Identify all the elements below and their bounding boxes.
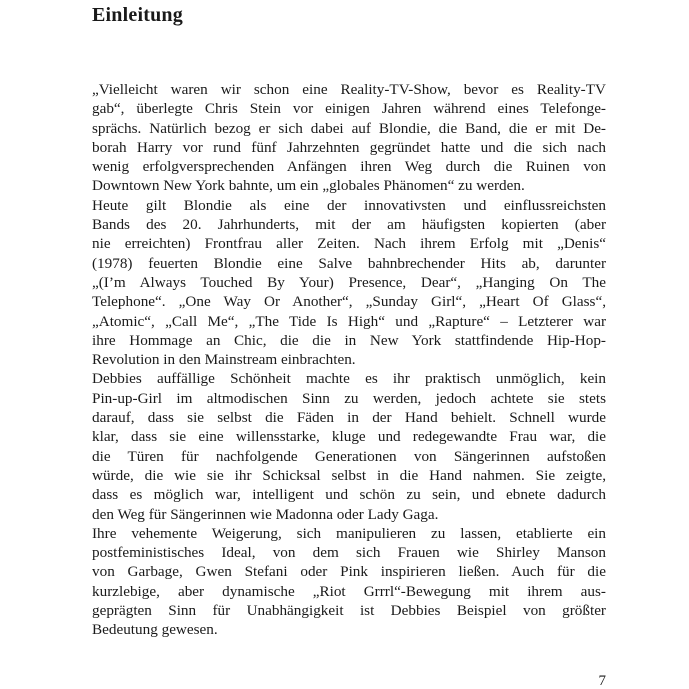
text-line: Pin-up-Girl im altmodischen Sinn zu werden, jedoch achtete sie stets <box>92 389 606 407</box>
text-line: klar, dass sie eine willensstarke, kluge und redegewandte Frau war, die <box>92 428 606 446</box>
text-line: darauf, dass sie selbst die Fäden in der Hand behielt. Schnell wurde <box>92 409 606 427</box>
text-line: „Vielleicht waren wir schon eine Reality-TV-Show, bevor es Reality-TV <box>92 81 606 98</box>
text-line: Bedeutung gewesen. <box>92 621 218 639</box>
text-line: Telephone“. „One Way Or Another“, „Sunday Girl“, „Heart Of Glass“, <box>92 293 606 311</box>
text-line: dass es möglich war, intelligent und schön zu sein, und ebnete dadurch <box>92 486 606 504</box>
body-text <box>92 80 606 640</box>
text-line: Ihre vehemente Weigerung, sich manipulieren zu lassen, etablierte ein <box>92 524 606 542</box>
text-line: gab“, überlegte Chris Stein vor einigen Jahren während eines Telefonge- <box>92 100 606 118</box>
text-line: die Türen für nachfolgende Generationen von Sängerinnen aufstoßen <box>92 447 606 465</box>
text-line: geprägten Sinn für Unabhängigkeit ist Debbies Beispiel von größter <box>92 602 606 620</box>
text-line: (1978) feuerten Blondie eine Salve bahnbrechender Hits ab, darunter <box>92 254 606 272</box>
text-line: Heute gilt Blondie als eine der innovativsten und einflussreichsten <box>92 196 606 214</box>
text-line: Revolution in den Mainstream einbrachten. <box>92 351 356 369</box>
text-line: Downtown New York bahnte, um ein „globales Phänomen“ zu werden. <box>92 177 525 195</box>
text-line: „Atomic“, „Call Me“, „The Tide Is High“ und „Rapture“ – Letzterer war <box>92 312 606 330</box>
text-line: postfeministisches Ideal, von dem sich Frauen wie Shirley Manson <box>92 544 606 562</box>
text-line: „(I’m Always Touched By Your) Presence, Dear“, „Hanging On The <box>92 273 606 291</box>
text-line: ihre Hommage an Chic, die die in New York stattfindende Hip-Hop- <box>92 331 606 349</box>
text-line: nie erreichten) Frontfrau aller Zeiten. Nach ihrem Erfolg mit „Denis“ <box>92 235 606 253</box>
text-line: borah Harry vor rund fünf Jahrzehnten gegründet hatte und die sich nach <box>92 138 606 156</box>
text-line: kurzlebige, aber dynamische „Riot Grrrl“-Bewegung mit ihrem aus- <box>92 582 606 600</box>
text-line: den Weg für Sängerinnen wie Madonna oder Lady Gaga. <box>92 505 439 523</box>
text-line: sprächs. Natürlich bezog er sich dabei auf Blondie, die Band, die er mit De- <box>92 119 606 137</box>
text-line: Bands des 20. Jahrhunderts, mit der am häufigsten kopierten (aber <box>92 216 606 234</box>
text-line: von Garbage, Gwen Stefani oder Pink inspirieren ließen. Auch für die <box>92 563 606 581</box>
text-line: wenig erfolgversprechenden Anfängen ihren Weg durch die Ruinen von <box>92 158 606 176</box>
chapter-heading: Einleitung <box>92 4 183 26</box>
text-line: Debbies auffällige Schönheit machte es ihr praktisch unmöglich, kein <box>92 370 606 388</box>
text-line: würde, die wie sie ihr Schicksal selbst in die Hand nahmen. Sie zeigte, <box>92 466 606 484</box>
page-number: 7 <box>598 673 606 689</box>
